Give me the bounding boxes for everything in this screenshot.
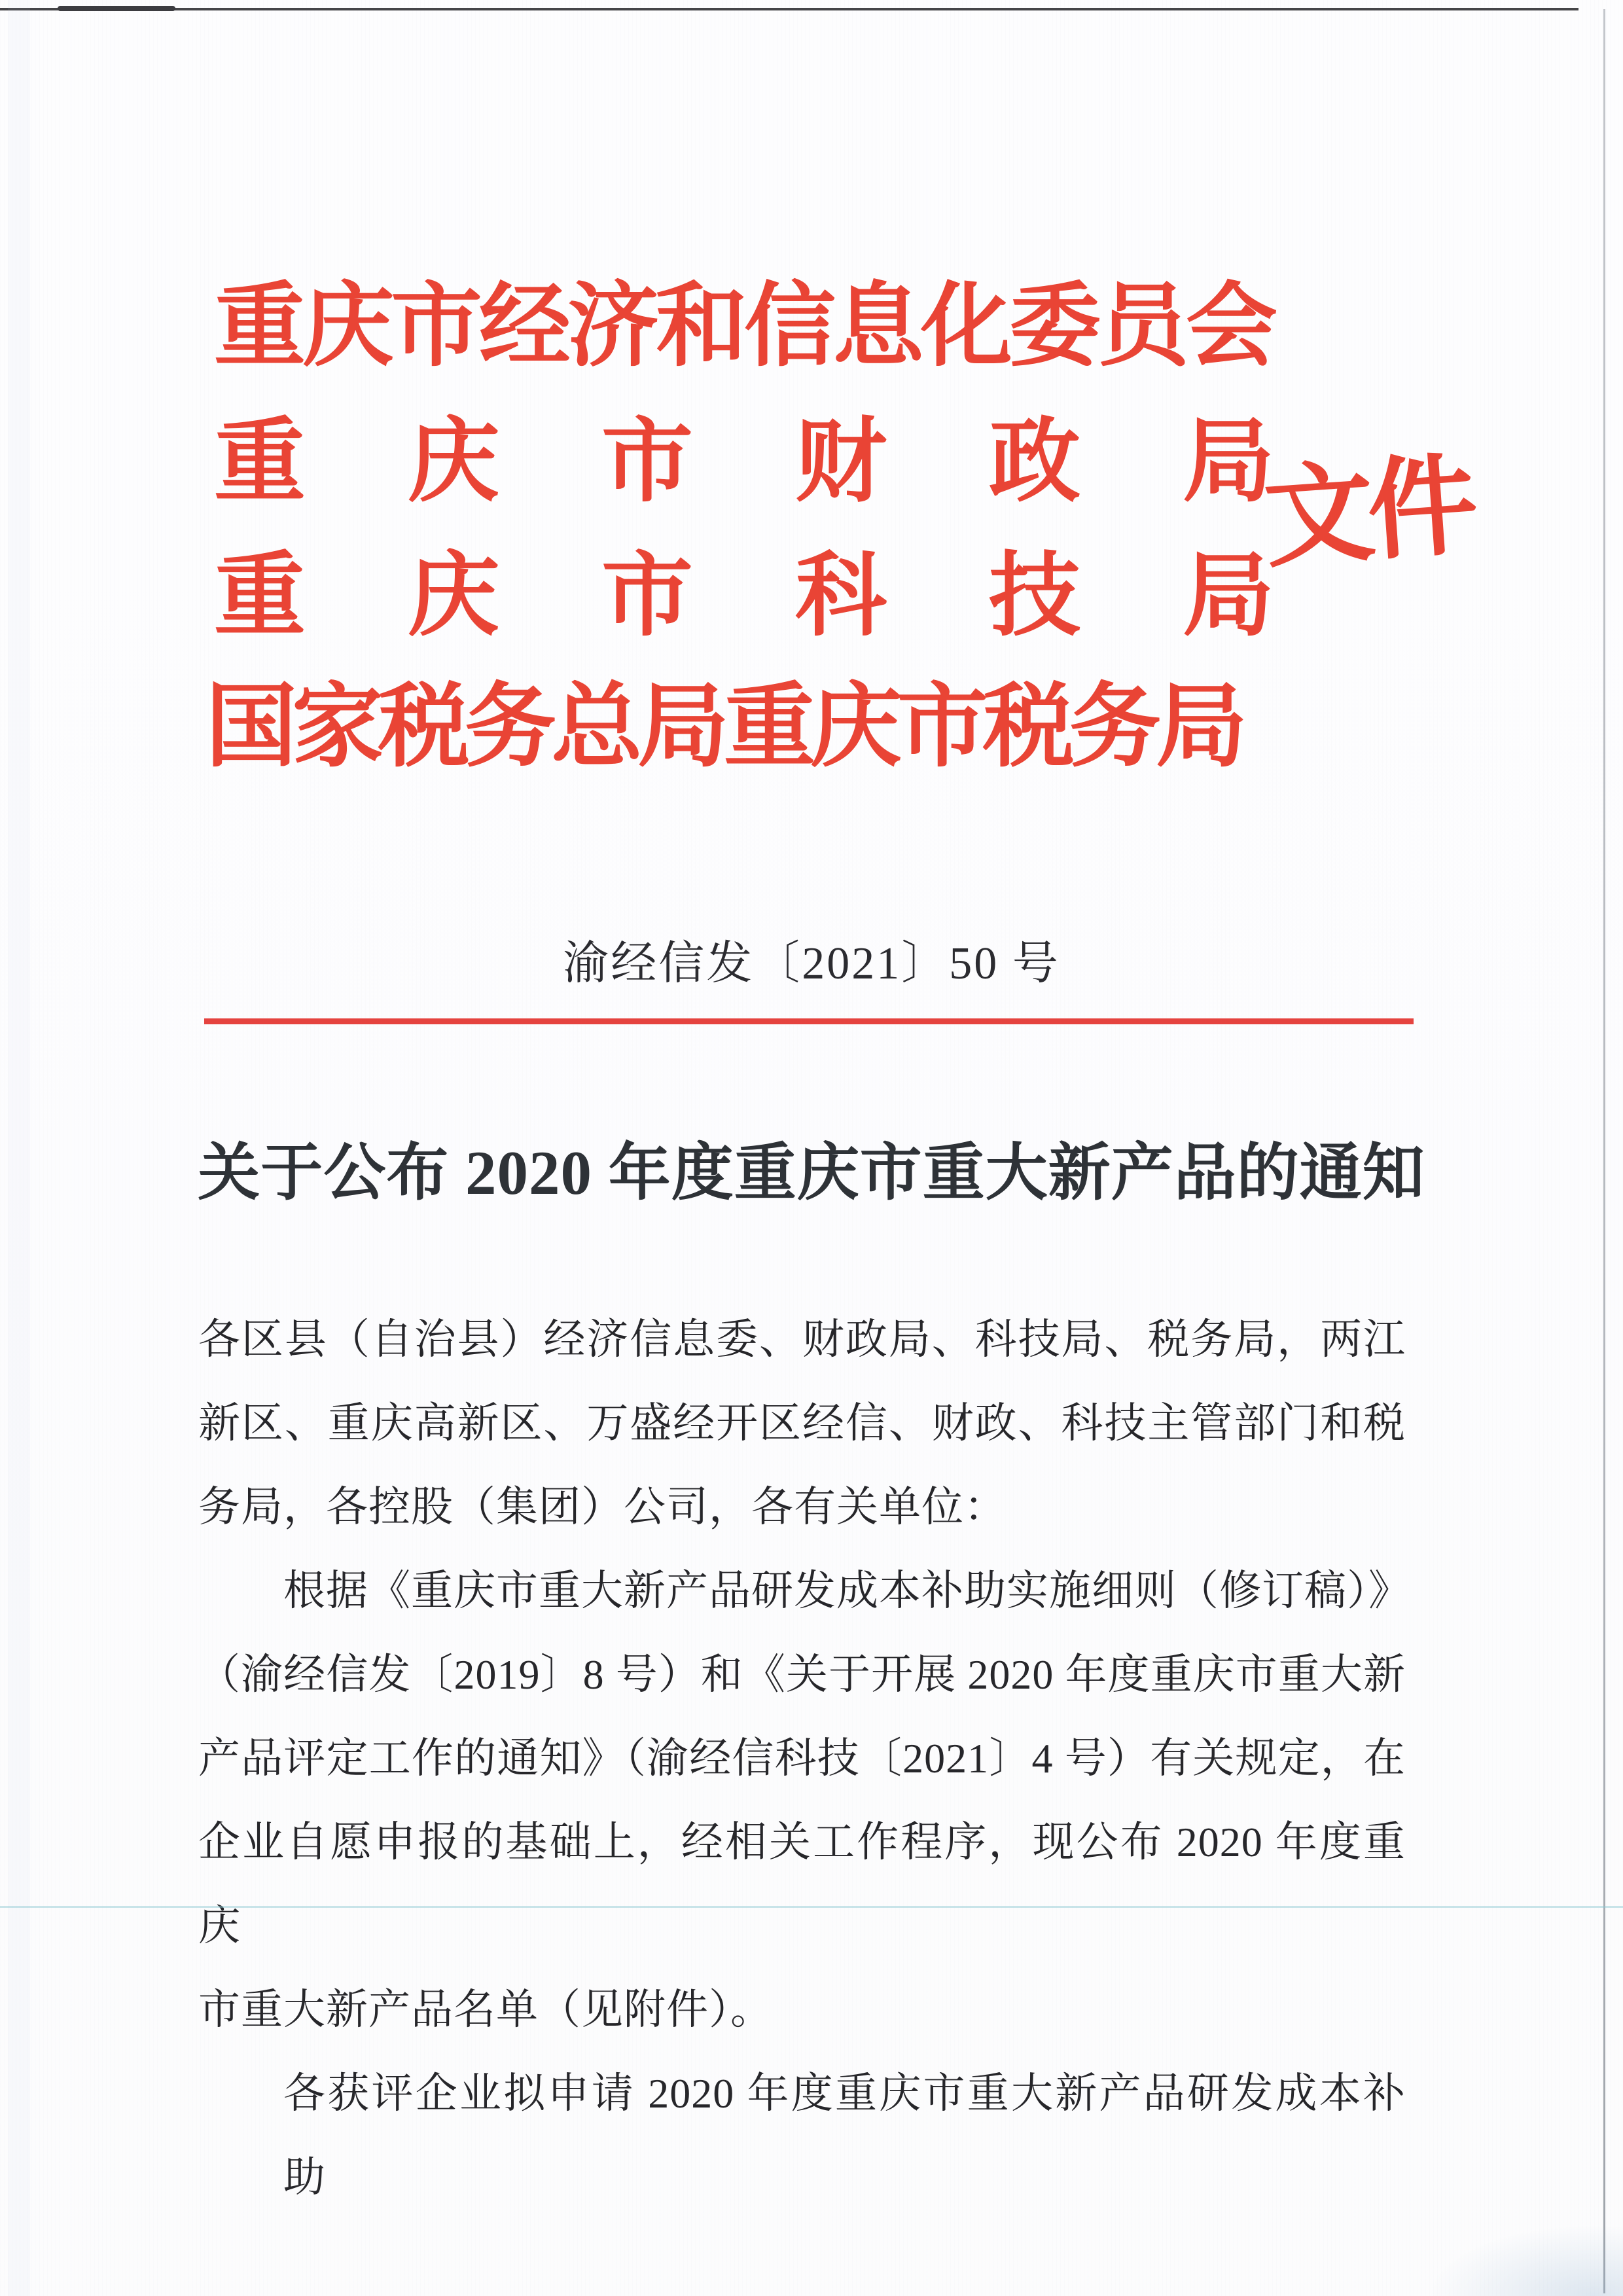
body-line: 根据《重庆市重大新产品研发成本补助实施细则（修订稿）》: [283, 1568, 1411, 1614]
body-line: （渝经信发〔2019〕8 号）和《关于开展 2020 年度重庆市重大新: [198, 1651, 1406, 1698]
body-line: 各获评企业拟申请 2020 年度重庆市重大新产品研发成本补助: [283, 2070, 1406, 2200]
document-reference-number: 渝经信发〔2021〕50 号: [563, 939, 1060, 989]
scan-top-edge-line: [0, 8, 1578, 10]
scan-corner-smudge: [1427, 2224, 1623, 2296]
body-line: 企业自愿申报的基础上，经相关工作程序，现公布 2020 年度重庆: [198, 1819, 1406, 1949]
body-line: 各区县（自治县）经济信息委、财政局、科技局、税务局，两江: [198, 1316, 1406, 1363]
issuer-line-economic-information-commission: 重庆市经济和信息化委员会: [214, 276, 1275, 378]
issuer-line-finance-bureau: 重庆市财政局: [214, 412, 1274, 513]
document-body: [198, 1298, 1411, 2219]
body-line: 新区、重庆高新区、万盛经开区经信、财政、科技主管部门和税: [198, 1400, 1406, 1446]
scan-top-edge-blob: [58, 6, 175, 11]
document-title: 关于公布 2020 年度重庆市重大新产品的通知: [198, 1138, 1425, 1208]
body-line: 产品评定工作的通知》（渝经信科技〔2021〕4 号）有关规定，在: [198, 1735, 1406, 1782]
body-line: 务局，各控股（集团）公司，各有关单位：: [198, 1484, 1007, 1530]
red-separator-rule: [204, 1018, 1414, 1024]
scan-cyan-streak: [0, 1906, 1623, 1908]
issuer-line-taxation-bureau: 国家税务总局重庆市税务局: [205, 677, 1243, 778]
document-type-label: 文件: [1260, 445, 1476, 581]
issuer-line-science-technology-bureau: 重庆市科技局: [214, 546, 1274, 647]
body-line: 市重大新产品名单（见附件）。: [198, 1986, 773, 2033]
